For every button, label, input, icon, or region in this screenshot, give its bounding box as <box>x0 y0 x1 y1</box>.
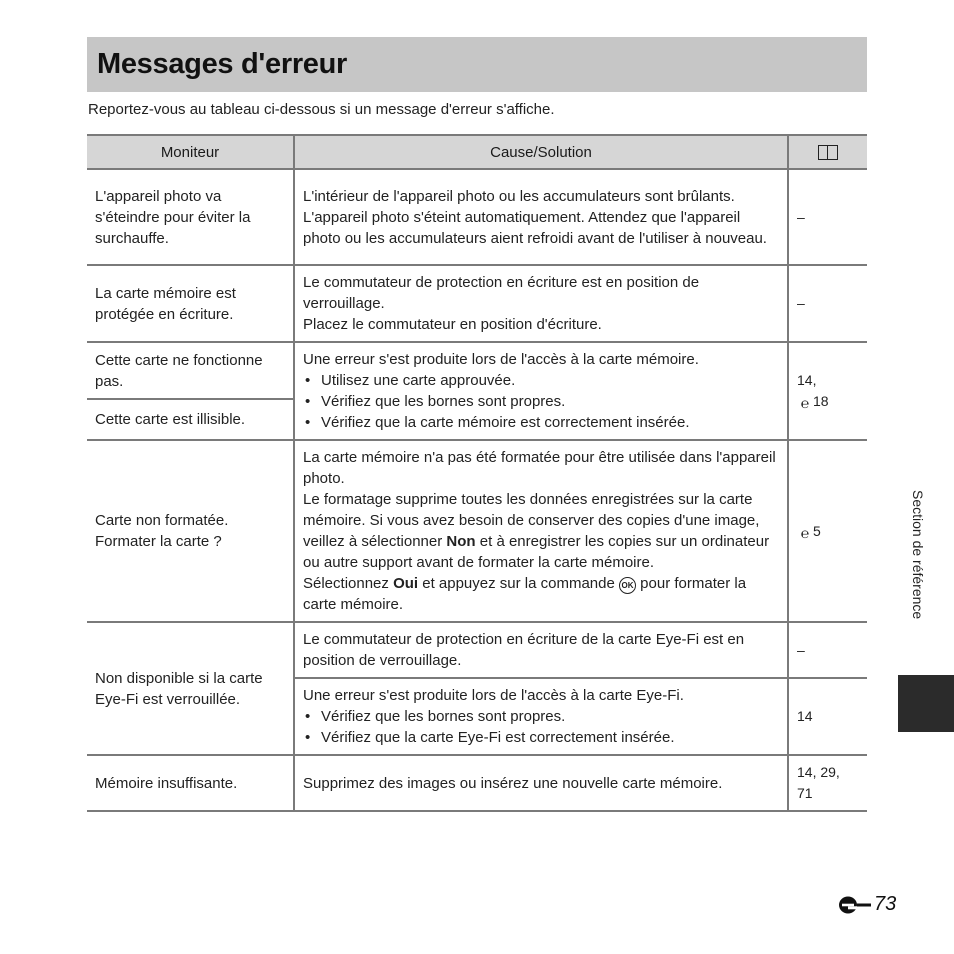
monitor-cell: Cette carte est illisible. <box>87 399 294 440</box>
cause-intro: Une erreur s'est produite lors de l'accès à la carte mémoire. <box>303 351 699 368</box>
cause-text: Le formatage supprime toutes les données enregistrées sur la carte mémoire. Si vous avez besoin de conserver des copies d'une image, veillez à sélectionner <box>303 491 760 550</box>
ref-cell: – <box>788 622 867 678</box>
ref-line: 14, 29, <box>797 764 840 780</box>
cause-cell <box>294 342 788 440</box>
bullet-item: • Vérifiez que les bornes sont propres. <box>321 391 779 412</box>
bullet-item: • Vérifiez que les bornes sont propres. <box>321 706 779 727</box>
table-row <box>87 169 867 265</box>
reference-section-icon <box>838 895 872 915</box>
cause-para: La carte mémoire n'a pas été formatée pour être utilisée dans l'appareil photo. <box>303 449 776 487</box>
cause-line: Le commutateur de protection en écriture est en position de verrouillage. <box>303 274 700 312</box>
cause-text: pour formater la carte mémoire. <box>303 575 747 613</box>
cause-para <box>303 573 779 615</box>
bullet-item: • Vérifiez que la carte Eye-Fi est correctement insérée. <box>321 727 779 748</box>
section-tab-marker <box>898 675 954 732</box>
option-yes: Oui <box>393 575 419 592</box>
monitor-cell: L'appareil photo va s'éteindre pour éviter la surchauffe. <box>87 169 294 265</box>
bullet-item: • Utilisez une carte approuvée. <box>321 370 779 391</box>
ref-cell <box>788 755 867 811</box>
header-monitor: Moniteur <box>87 135 294 169</box>
page-number-value: 73 <box>874 893 897 915</box>
ref-line: 14, <box>797 372 817 388</box>
ref-page: 5 <box>813 522 821 539</box>
reference-section-icon: ℮ <box>800 524 810 541</box>
ref-line <box>797 391 859 412</box>
monitor-cell: Mémoire insuffisante. <box>87 755 294 811</box>
ref-cell: – <box>788 169 867 265</box>
cause-para <box>303 489 779 573</box>
ref-cell: – <box>788 265 867 342</box>
cause-cell <box>294 678 788 755</box>
ok-button-icon: OK <box>619 577 636 594</box>
error-messages-table <box>87 134 867 812</box>
table-header-row <box>87 135 867 169</box>
table-row <box>87 265 867 342</box>
cause-cell: Supprimez des images ou insérez une nouvelle carte mémoire. <box>294 755 788 811</box>
cause-line: Placez le commutateur en position d'écriture. <box>303 316 602 333</box>
cause-cell: Le commutateur de protection en écriture de la carte Eye-Fi est en position de verrouillage. <box>294 622 788 678</box>
reference-section-icon: ℮ <box>800 395 810 411</box>
cause-text: Sélectionnez <box>303 575 394 592</box>
cause-cell: L'intérieur de l'appareil photo ou les accumulateurs sont brûlants. L'appareil photo s'éteint automatiquement. Attendez que l'appareil photo ou les accumulateurs aient refroidi avant de l'utiliser à nouveau. <box>294 169 788 265</box>
intro-text: Reportez-vous au tableau ci-dessous si un message d'erreur s'affiche. <box>88 101 555 118</box>
cause-text: et appuyez sur la commande <box>418 575 620 592</box>
bullet-list <box>303 706 779 748</box>
cause-text: et à enregistrer les copies sur un ordinateur ou autre support avant de formater la carte mémoire. <box>303 533 770 571</box>
table-row <box>87 622 867 678</box>
table-row <box>87 755 867 811</box>
monitor-cell: Non disponible si la carte Eye-Fi est verrouillée. <box>87 622 294 755</box>
ref-cell: 14 <box>788 678 867 755</box>
ref-cell <box>788 342 867 440</box>
bullet-list <box>303 370 779 433</box>
ref-cell <box>788 440 867 622</box>
cause-cell <box>294 440 788 622</box>
section-side-label: Section de référence <box>910 490 926 620</box>
cause-cell <box>294 265 788 342</box>
header-reference <box>788 135 867 169</box>
title-bar <box>87 37 867 92</box>
ref-page: 18 <box>813 393 829 409</box>
monitor-cell: La carte mémoire est protégée en écriture. <box>87 265 294 342</box>
option-no: Non <box>446 533 476 550</box>
header-cause: Cause/Solution <box>294 135 788 169</box>
table-row <box>87 342 867 399</box>
book-icon <box>818 145 838 160</box>
bullet-item: • Vérifiez que la carte mémoire est correctement insérée. <box>321 412 779 433</box>
table-row <box>87 440 867 622</box>
ref-line: 71 <box>797 785 813 801</box>
cause-intro: Une erreur s'est produite lors de l'accès à la carte Eye-Fi. <box>303 687 684 704</box>
page-title: Messages d'erreur <box>97 48 348 80</box>
monitor-cell: Cette carte ne fonctionne pas. <box>87 342 294 399</box>
monitor-cell: Carte non formatée. Formater la carte ? <box>87 440 294 622</box>
page-number <box>838 893 896 916</box>
